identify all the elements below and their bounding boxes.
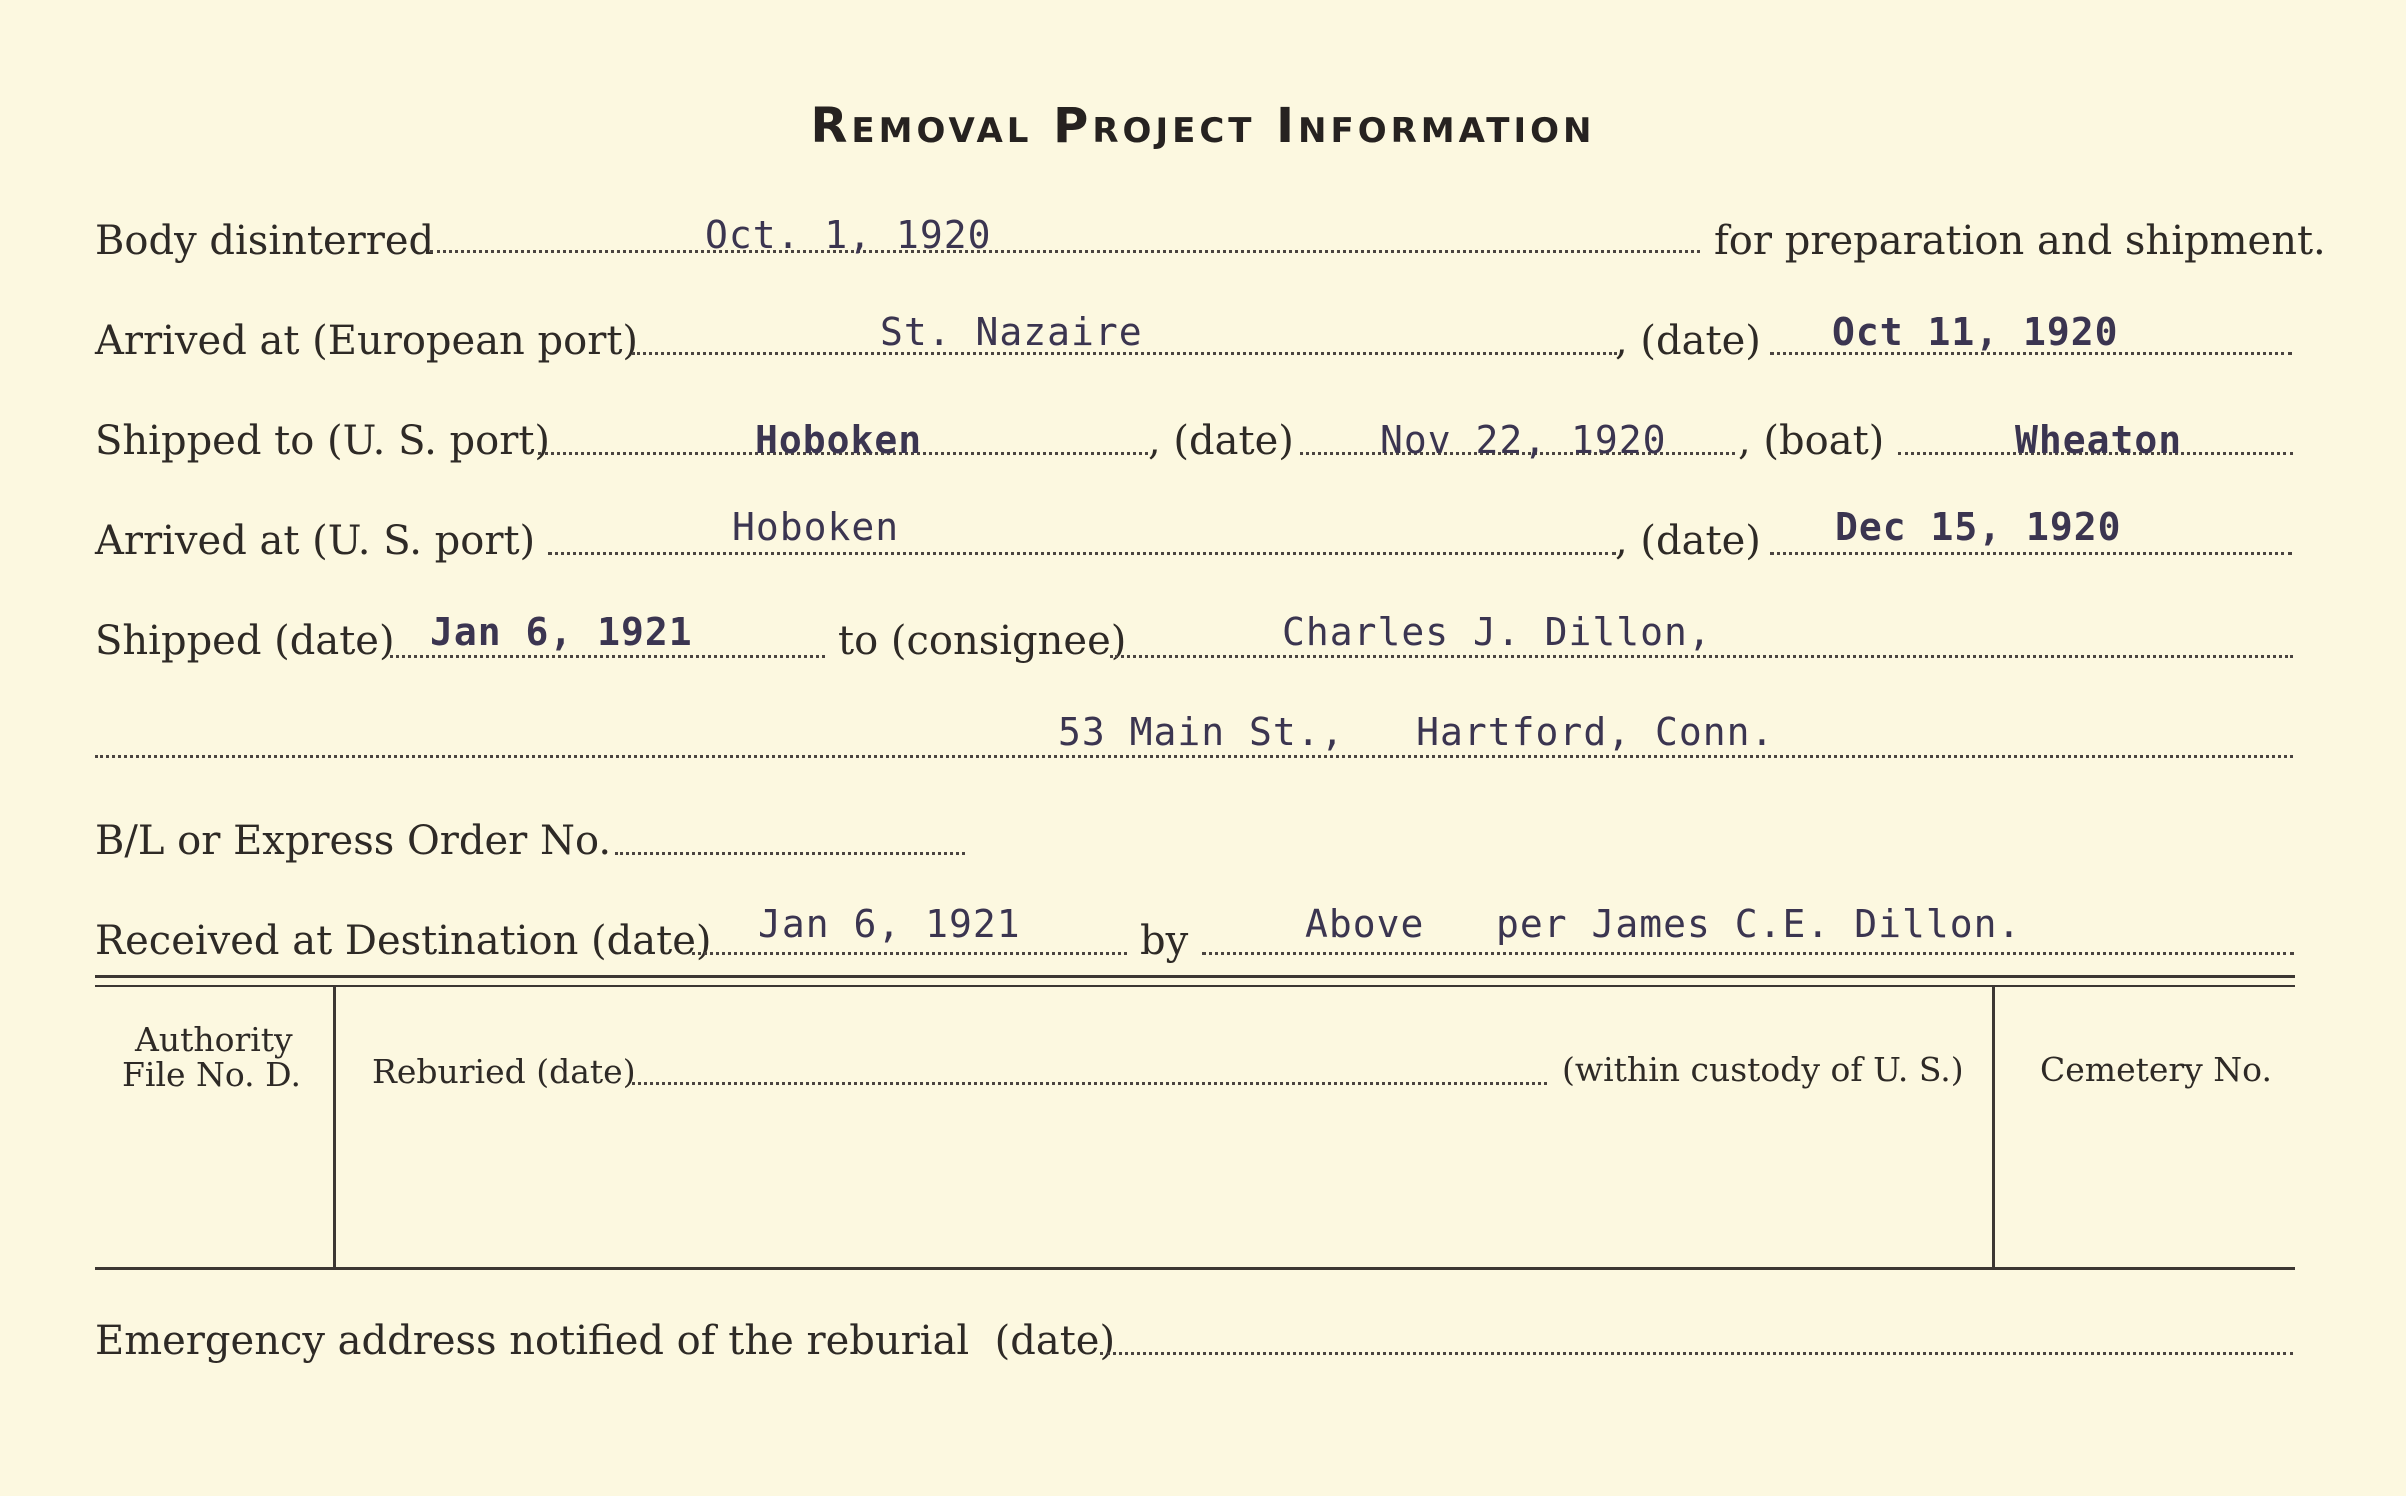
- shipped-date-line: [390, 655, 825, 658]
- box-divider-right: [1992, 987, 1995, 1267]
- arrived-eu-date-label: , (date): [1615, 318, 1761, 364]
- emergency-label: Emergency address notified of the reburial (date): [95, 1318, 1116, 1364]
- received-label: Received at Destination (date): [95, 918, 712, 964]
- shipped-us-boat-label: , (boat): [1738, 418, 1885, 464]
- bl-order-label: B/L or Express Order No.: [95, 818, 612, 864]
- received-date-line: [692, 952, 1127, 955]
- section-divider-bottom: [95, 985, 2295, 987]
- received-by-line: [1202, 952, 2294, 955]
- body-disinterred-suffix: for preparation and shipment.: [1714, 218, 2326, 264]
- arrived-eu-date-value: Oct 11, 1920: [1832, 310, 2119, 354]
- consignee-label: to (consignee): [838, 618, 1127, 664]
- consignee-value: Charles J. Dillon,: [1282, 610, 1712, 654]
- box-divider-left: [333, 987, 336, 1267]
- arrived-us-date-value: Dec 15, 1920: [1835, 505, 2122, 549]
- emergency-line: [1100, 1352, 2293, 1355]
- reburied-label: Reburied (date): [372, 1052, 636, 1091]
- received-by-label: by: [1140, 918, 1189, 964]
- shipped-us-date-value: Nov 22, 1920: [1380, 418, 1667, 462]
- shipped-us-date-label: , (date): [1148, 418, 1294, 464]
- received-date-value: Jan 6, 1921: [758, 902, 1021, 946]
- body-disinterred-label: Body disinterred: [95, 218, 435, 264]
- section-divider-top: [95, 975, 2295, 978]
- arrived-us-line: [548, 552, 1616, 555]
- arrived-us-date-label: , (date): [1615, 518, 1761, 564]
- arrived-us-label: Arrived at (U. S. port): [95, 518, 536, 564]
- box-bottom-rule: [95, 1267, 2295, 1270]
- cemetery-label: Cemetery No.: [2040, 1050, 2272, 1089]
- shipped-us-label: Shipped to (U. S. port): [95, 418, 550, 464]
- shipped-date-value: Jan 6, 1921: [430, 610, 693, 654]
- arrived-eu-label: Arrived at (European port): [95, 318, 639, 364]
- form-title: Removal Project Information: [810, 98, 1596, 154]
- received-by-value: Above per James C.E. Dillon.: [1305, 902, 2022, 946]
- body-disinterred-value: Oct. 1, 1920: [705, 213, 992, 257]
- address-line: [95, 755, 2293, 758]
- shipped-us-boat-value: Wheaton: [2015, 418, 2183, 462]
- reburied-suffix: (within custody of U. S.): [1562, 1050, 1964, 1089]
- shipped-date-label: Shipped (date): [95, 618, 395, 664]
- address-value: 53 Main St., Hartford, Conn.: [1058, 710, 1775, 754]
- arrived-eu-port-value: St. Nazaire: [880, 310, 1143, 354]
- bl-order-line: [615, 852, 965, 855]
- authority-label-line2: File No. D.: [122, 1055, 301, 1094]
- arrived-us-port-value: Hoboken: [732, 505, 900, 549]
- shipped-us-port-value: Hoboken: [755, 418, 923, 462]
- consignee-line: [1110, 655, 2293, 658]
- body-disinterred-line: [430, 250, 1700, 253]
- reburied-line: [632, 1082, 1547, 1085]
- authority-label-line1: Authority: [135, 1020, 293, 1059]
- arrived-us-date-line: [1770, 552, 2292, 555]
